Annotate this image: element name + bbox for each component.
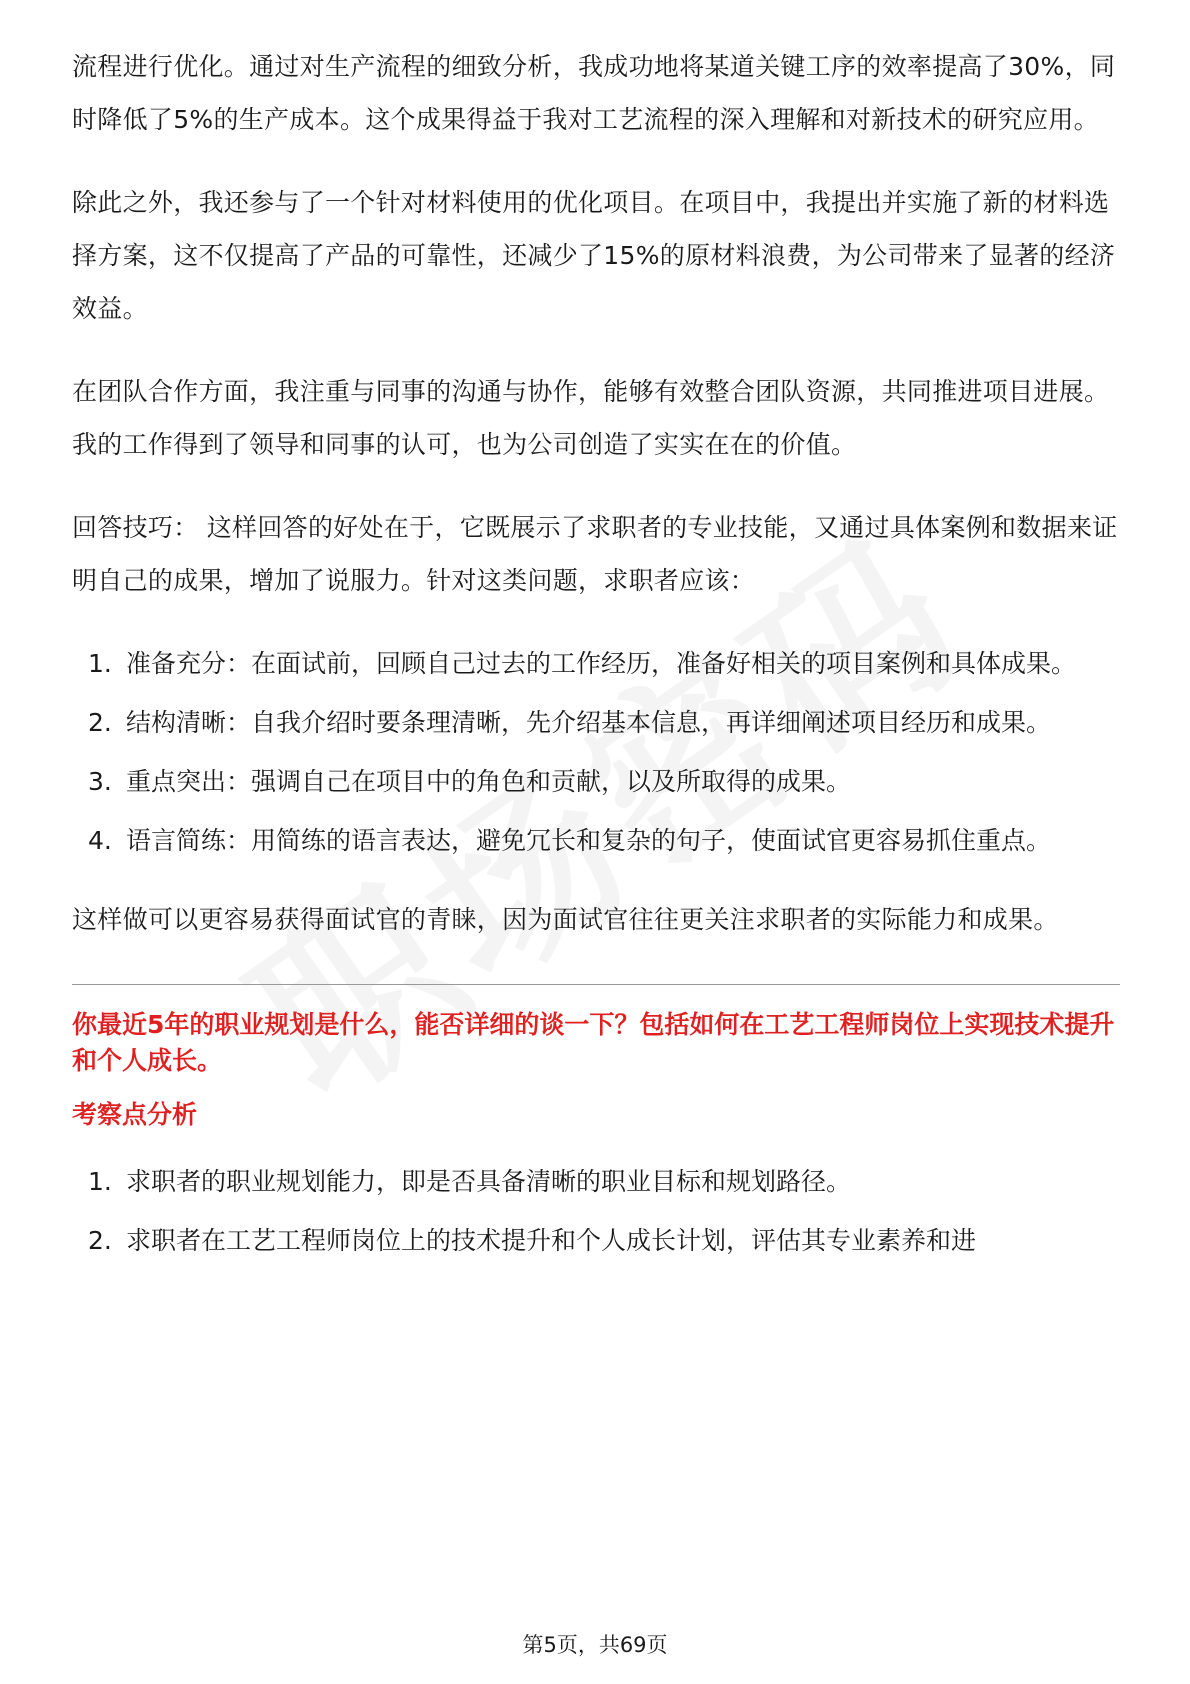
list-item (72, 696, 1120, 749)
list-item-number: 1. (88, 649, 112, 678)
paragraph-teamwork: 在团队合作方面，我注重与同事的沟通与协作，能够有效整合团队资源，共同推进项目进展。我的工作得到了领导和同事的认可，也为公司创造了实实在在的价值。 (72, 377, 1110, 459)
page-number-footer: 第5页，共69页 (522, 1633, 668, 1657)
list-item-text: 语言简练：用简练的语言表达，避免冗长和复杂的句子，使面试官更容易抓住重点。 (126, 826, 1052, 855)
list-item-text: 求职者的职业规划能力，即是否具备清晰的职业目标和规划路径。 (126, 1167, 852, 1196)
paragraph-results: 流程进行优化。通过对生产流程的细致分析，我成功地将某道关键工序的效率提高了30%，同时降低了5%的生产成本。这个成果得益于我对工艺流程的深入理解和对新技术的研究应用。 (72, 52, 1116, 134)
tips-list (72, 637, 1120, 867)
list-item-text: 求职者在工艺工程师岗位上的技术提升和个人成长计划，评估其专业素养和进 (126, 1226, 977, 1255)
section-divider (72, 984, 1120, 985)
analysis-list (72, 1155, 1120, 1267)
list-item-number: 2. (88, 1226, 112, 1255)
list-item-number: 1. (88, 1167, 112, 1196)
section-title-analysis: 考察点分析 (72, 1100, 198, 1129)
list-item (72, 814, 1120, 867)
list-item-text: 重点突出：强调自己在项目中的角色和贡献，以及所取得的成果。 (126, 767, 852, 796)
list-item-text: 准备充分：在面试前，回顾自己过去的工作经历，准备好相关的项目案例和具体成果。 (126, 649, 1077, 678)
paragraph-answer-tips: 回答技巧： 这样回答的好处在于，它既展示了求职者的专业技能，又通过具体案例和数据来证明自己的成果，增加了说服力。针对这类问题，求职者应该： (72, 513, 1118, 595)
list-item (72, 1155, 1120, 1208)
list-item-number: 3. (88, 767, 112, 796)
page-content (72, 40, 1120, 1293)
paragraph-materials: 除此之外，我还参与了一个针对材料使用的优化项目。在项目中，我提出并实施了新的材料选择方案，这不仅提高了产品的可靠性，还减少了15%的原材料浪费，为公司带来了显著的经济效益。 (72, 188, 1116, 323)
list-item-text: 结构清晰：自我介绍时要条理清晰，先介绍基本信息，再详细阐述项目经历和成果。 (126, 708, 1052, 737)
list-item (72, 637, 1120, 690)
paragraph-closing: 这样做可以更容易获得面试官的青睐，因为面试官往往更关注求职者的实际能力和成果。 (72, 905, 1059, 934)
list-item (72, 755, 1120, 808)
list-item (72, 1214, 1120, 1267)
list-item-number: 2. (88, 708, 112, 737)
list-item-number: 4. (88, 826, 112, 855)
interview-question: 你最近5年的职业规划是什么，能否详细的谈一下？包括如何在工艺工程师岗位上实现技术提升和个人成长。 (72, 1010, 1115, 1075)
